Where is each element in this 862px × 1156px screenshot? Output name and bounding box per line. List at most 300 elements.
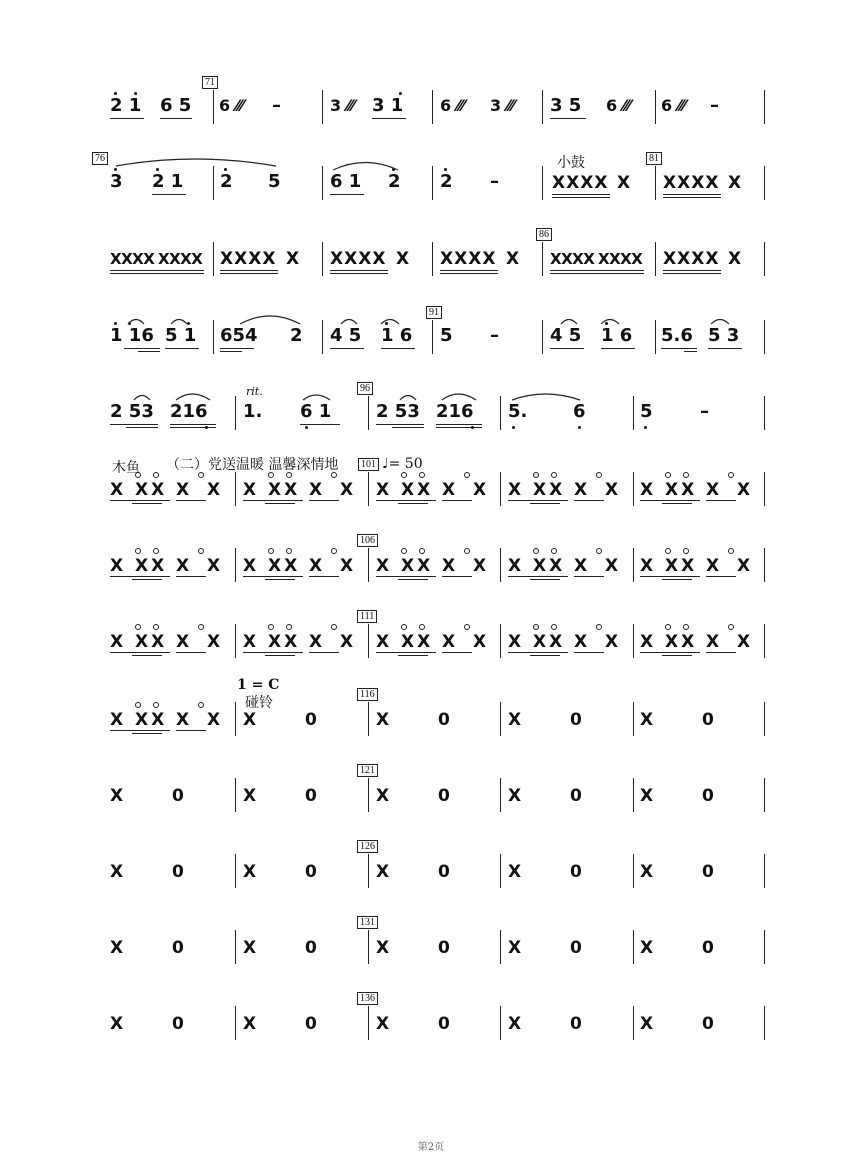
beam-underline — [706, 500, 736, 501]
note-group: 5 — [440, 325, 453, 346]
open-circle-mark — [683, 472, 689, 478]
note-group: 6 1 — [330, 171, 362, 192]
note-group: 2 53 — [110, 401, 154, 422]
beam-underline — [508, 500, 568, 501]
instrument-label: 碰铃 — [245, 695, 273, 711]
barline — [764, 166, 765, 200]
barline — [633, 702, 634, 736]
note-group: X — [506, 249, 521, 269]
beam-underline — [110, 273, 204, 274]
note-group: X XX — [243, 480, 301, 500]
note-group: 1 6 — [601, 325, 633, 346]
note-group: 216 — [436, 401, 474, 422]
note-group: X — [376, 786, 391, 806]
open-circle-mark — [135, 702, 141, 708]
beam-underline — [330, 194, 364, 195]
open-circle-mark — [153, 472, 159, 478]
note-group: 1. — [243, 401, 263, 422]
instrument-label: 木鱼 — [112, 460, 140, 476]
open-circle-mark — [331, 472, 337, 478]
note-group: X — [110, 1014, 125, 1034]
barline — [235, 396, 236, 430]
open-circle-mark — [464, 472, 470, 478]
note-group: – — [710, 95, 719, 116]
beam-underline — [706, 652, 736, 653]
beam-underline — [132, 733, 162, 734]
measure-number: 86 — [536, 228, 552, 241]
note-group: XXXX — [110, 250, 155, 268]
note-group: 0 — [305, 786, 318, 806]
open-circle-mark — [268, 624, 274, 630]
beam-underline — [552, 197, 610, 198]
barline — [368, 930, 369, 964]
beam-underline — [124, 348, 160, 349]
beam-underline — [663, 270, 721, 271]
octave-dot — [305, 426, 308, 429]
beam-underline — [530, 655, 560, 656]
note-group: 2 1 — [110, 95, 142, 116]
beam-underline — [110, 730, 170, 731]
beam-underline — [550, 273, 644, 274]
note-group: X — [376, 1014, 391, 1034]
note-group: 6 ⁄⁄⁄ — [661, 96, 686, 115]
note-group: X XX — [110, 480, 168, 500]
beam-underline — [662, 503, 692, 504]
beam-underline — [398, 579, 428, 580]
beam-underline — [663, 273, 721, 274]
barline — [322, 90, 323, 124]
note-group: 4 5 — [550, 325, 582, 346]
note-group: 4 5 — [330, 325, 362, 346]
octave-dot — [512, 426, 515, 429]
barline — [235, 778, 236, 812]
note-group: 0 — [438, 786, 451, 806]
beam-underline — [442, 652, 472, 653]
open-circle-mark — [665, 624, 671, 630]
barline — [764, 778, 765, 812]
note-group: 3 1 — [372, 95, 404, 116]
open-circle-mark — [153, 624, 159, 630]
open-circle-mark — [533, 548, 539, 554]
octave-dot — [224, 168, 227, 171]
note-group: X — [640, 862, 655, 882]
open-circle-mark — [596, 624, 602, 630]
beam-underline — [508, 576, 568, 577]
beam-underline — [662, 655, 692, 656]
staff-line-12 — [0, 917, 862, 1008]
note-group: X XX — [243, 556, 301, 576]
open-circle-mark — [596, 548, 602, 554]
note-group: X X — [574, 480, 625, 500]
note-group: XXXX — [158, 250, 203, 268]
open-circle-mark — [331, 548, 337, 554]
open-circle-mark — [135, 624, 141, 630]
staff-line-7 — [0, 535, 862, 626]
octave-dot — [399, 92, 402, 95]
barline — [764, 930, 765, 964]
open-circle-mark — [728, 624, 734, 630]
barline — [368, 396, 369, 430]
note-group: 6 ⁄⁄⁄ — [606, 96, 631, 115]
barline — [368, 624, 369, 658]
beam-underline — [132, 579, 162, 580]
barline — [500, 854, 501, 888]
note-group: 3 ⁄⁄⁄ — [330, 96, 355, 115]
open-circle-mark — [665, 548, 671, 554]
measure-number: 81 — [646, 152, 662, 165]
note-group: X X — [309, 480, 360, 500]
beam-underline — [110, 424, 158, 425]
note-group: X X — [309, 632, 360, 652]
barline — [500, 1006, 501, 1040]
note-group: 654 — [220, 325, 258, 346]
barline — [500, 548, 501, 582]
beam-underline — [309, 576, 339, 577]
barline — [542, 242, 543, 276]
barline — [655, 320, 656, 354]
note-group: X — [243, 710, 258, 730]
open-circle-mark — [401, 624, 407, 630]
note-group: X — [286, 249, 301, 269]
note-group: XXXX — [220, 249, 277, 269]
barline — [655, 90, 656, 124]
note-group: XXXX — [663, 249, 720, 269]
barline — [368, 548, 369, 582]
barline — [213, 166, 214, 200]
open-circle-mark — [683, 548, 689, 554]
barline — [633, 930, 634, 964]
beam-underline — [126, 427, 158, 428]
barline — [500, 624, 501, 658]
note-group: X X — [706, 632, 757, 652]
note-group: X XX — [640, 632, 698, 652]
note-group: 2 1 — [152, 171, 184, 192]
note-group: X XX — [110, 710, 168, 730]
octave-dot — [114, 92, 117, 95]
note-group: X — [243, 938, 258, 958]
note-group: X X — [574, 632, 625, 652]
open-circle-mark — [135, 548, 141, 554]
note-group: 5 — [268, 171, 281, 192]
open-circle-mark — [401, 548, 407, 554]
octave-dot — [605, 322, 608, 325]
note-group: X — [376, 710, 391, 730]
note-group: X — [243, 862, 258, 882]
barline — [368, 778, 369, 812]
note-group: X XX — [640, 480, 698, 500]
beam-underline — [372, 118, 406, 119]
beam-underline — [442, 500, 472, 501]
open-circle-mark — [153, 548, 159, 554]
open-circle-mark — [419, 624, 425, 630]
note-group: X X — [442, 556, 493, 576]
open-circle-mark — [551, 624, 557, 630]
beam-underline — [376, 576, 436, 577]
barline — [500, 778, 501, 812]
note-group: X XX — [243, 632, 301, 652]
beam-underline — [152, 194, 186, 195]
barline — [235, 548, 236, 582]
note-group: X XX — [110, 556, 168, 576]
staff-line-13 — [0, 993, 862, 1084]
note-group: 2 — [388, 171, 401, 192]
note-group: 3 ⁄⁄⁄ — [490, 96, 515, 115]
staff-line-8 — [0, 611, 862, 702]
ritardando-marking: rit. — [246, 385, 263, 398]
open-circle-mark — [533, 472, 539, 478]
barline — [322, 320, 323, 354]
octave-dot — [644, 426, 647, 429]
note-group: X — [617, 173, 632, 193]
barline — [432, 320, 433, 354]
note-group: X X — [176, 480, 227, 500]
open-circle-mark — [419, 548, 425, 554]
staff-line-4 — [0, 307, 862, 398]
note-group: 0 — [172, 1014, 185, 1034]
beam-underline — [265, 579, 295, 580]
open-circle-mark — [153, 702, 159, 708]
open-circle-mark — [286, 548, 292, 554]
barline — [764, 320, 765, 354]
note-group: XXXX — [440, 249, 497, 269]
note-group: X XX — [376, 480, 434, 500]
note-group: X — [508, 786, 523, 806]
open-circle-mark — [683, 624, 689, 630]
note-group: 0 — [702, 710, 715, 730]
note-group: X — [243, 1014, 258, 1034]
beam-underline — [663, 197, 721, 198]
beam-underline — [574, 576, 604, 577]
beam-underline — [376, 424, 424, 425]
note-group: 0 — [172, 786, 185, 806]
barline — [500, 702, 501, 736]
beam-underline — [442, 576, 472, 577]
barline — [235, 854, 236, 888]
octave-dot — [385, 322, 388, 325]
note-group: XXXX — [663, 173, 720, 193]
note-group: X X — [706, 556, 757, 576]
open-circle-mark — [551, 472, 557, 478]
barline — [764, 548, 765, 582]
note-group: 6 1 — [300, 401, 332, 422]
note-group: X X — [176, 556, 227, 576]
beam-underline — [176, 500, 206, 501]
beam-underline — [550, 118, 586, 119]
note-group: 6 ⁄⁄⁄ — [219, 96, 244, 115]
beam-underline — [265, 503, 295, 504]
note-group: X X — [442, 632, 493, 652]
beam-underline — [640, 652, 700, 653]
note-group: XXXX — [550, 250, 595, 268]
octave-dot — [156, 168, 159, 171]
beam-underline — [176, 652, 206, 653]
note-group: X — [243, 786, 258, 806]
note-group: X X — [309, 556, 360, 576]
beam-underline — [330, 348, 364, 349]
beam-underline — [138, 351, 160, 352]
barline — [235, 472, 236, 506]
beam-underline — [265, 655, 295, 656]
measure-number: 111 — [357, 610, 377, 623]
barline — [764, 1006, 765, 1040]
beam-underline — [300, 424, 340, 425]
beam-underline — [662, 579, 692, 580]
note-group: X — [640, 1014, 655, 1034]
beam-underline — [220, 270, 278, 271]
barline — [322, 166, 323, 200]
octave-dot — [187, 322, 190, 325]
note-group: 0 — [438, 1014, 451, 1034]
barline — [368, 472, 369, 506]
note-group: X XX — [376, 556, 434, 576]
barline — [633, 624, 634, 658]
octave-dot — [471, 426, 474, 429]
barline — [764, 854, 765, 888]
barline — [213, 242, 214, 276]
barline — [235, 702, 236, 736]
note-group: 6 5 — [160, 95, 192, 116]
staff-line-1 — [0, 77, 862, 168]
beam-underline — [508, 652, 568, 653]
beam-underline — [440, 270, 498, 271]
barline — [500, 930, 501, 964]
beam-underline — [574, 652, 604, 653]
instrument-label: 小鼓 — [557, 155, 585, 171]
octave-dot — [578, 426, 581, 429]
barline — [235, 624, 236, 658]
beam-underline — [176, 730, 206, 731]
barline — [432, 90, 433, 124]
note-group: X — [376, 938, 391, 958]
open-circle-mark — [198, 624, 204, 630]
measure-number: 96 — [357, 382, 373, 395]
note-group: X — [640, 710, 655, 730]
barline — [500, 472, 501, 506]
beam-underline — [436, 424, 482, 425]
open-circle-mark — [268, 472, 274, 478]
note-group: XXXX — [598, 250, 643, 268]
octave-dot — [114, 168, 117, 171]
note-group: 0 — [305, 862, 318, 882]
beam-underline — [661, 348, 697, 349]
beam-underline — [110, 118, 144, 119]
open-circle-mark — [268, 548, 274, 554]
octave-dot — [128, 322, 131, 325]
barline — [633, 548, 634, 582]
note-group: 0 — [172, 938, 185, 958]
measure-number: 126 — [357, 840, 378, 853]
beam-underline — [160, 118, 192, 119]
note-group: 0 — [570, 1014, 583, 1034]
measure-number: 91 — [426, 306, 442, 319]
barline — [235, 930, 236, 964]
barline — [633, 1006, 634, 1040]
barline — [500, 396, 501, 430]
barline — [213, 320, 214, 354]
barline — [764, 242, 765, 276]
beam-underline — [376, 652, 436, 653]
barline — [764, 396, 765, 430]
barline — [633, 472, 634, 506]
note-group: 5.6 — [661, 325, 693, 346]
open-circle-mark — [464, 624, 470, 630]
note-group: X — [640, 938, 655, 958]
beam-underline — [132, 655, 162, 656]
measure-number: 116 — [357, 688, 378, 701]
octave-dot — [134, 92, 137, 95]
barline — [542, 90, 543, 124]
barline — [764, 702, 765, 736]
barline — [235, 1006, 236, 1040]
note-group: 0 — [702, 862, 715, 882]
open-circle-mark — [533, 624, 539, 630]
tempo-marking: ♩= 50 — [382, 456, 423, 472]
open-circle-mark — [419, 472, 425, 478]
octave-dot — [444, 168, 447, 171]
beam-underline — [398, 655, 428, 656]
beam-underline — [550, 270, 644, 271]
note-group: X — [508, 862, 523, 882]
beam-underline — [708, 348, 742, 349]
beam-underline — [574, 500, 604, 501]
note-group: 1 6 — [381, 325, 413, 346]
beam-underline — [706, 576, 736, 577]
staff-line-10 — [0, 765, 862, 856]
measure-number: 136 — [357, 992, 378, 1005]
note-group: 5. — [508, 401, 528, 422]
beam-underline — [243, 500, 303, 501]
note-group: 0 — [702, 938, 715, 958]
note-group: X XX — [376, 632, 434, 652]
barline — [542, 320, 543, 354]
open-circle-mark — [665, 472, 671, 478]
note-group: – — [490, 325, 499, 346]
beam-underline — [640, 576, 700, 577]
beam-underline — [220, 273, 278, 274]
note-group: X — [376, 862, 391, 882]
barline — [213, 90, 214, 124]
beam-underline — [170, 427, 216, 428]
note-group: X XX — [508, 556, 566, 576]
beam-underline — [330, 273, 388, 274]
note-group: – — [272, 95, 281, 116]
barline — [368, 1006, 369, 1040]
beam-underline — [550, 348, 584, 349]
barline — [368, 702, 369, 736]
note-group: 3 5 — [550, 95, 582, 116]
note-group: X — [728, 173, 743, 193]
staff-line-6 — [0, 470, 862, 550]
barline — [633, 778, 634, 812]
barline — [655, 166, 656, 200]
open-circle-mark — [551, 548, 557, 554]
beam-underline — [530, 503, 560, 504]
note-group: X — [110, 862, 125, 882]
note-group: XXXX — [552, 173, 609, 193]
barline — [432, 242, 433, 276]
barline — [542, 166, 543, 200]
beam-underline — [110, 270, 204, 271]
note-group: 0 — [570, 710, 583, 730]
measure-number: 131 — [357, 916, 378, 929]
barline — [764, 472, 765, 506]
beam-underline — [552, 194, 610, 195]
note-group: 5 1 — [165, 325, 197, 346]
octave-dot — [205, 426, 208, 429]
open-circle-mark — [464, 548, 470, 554]
beam-underline — [110, 576, 170, 577]
measure-number: 121 — [357, 764, 378, 777]
